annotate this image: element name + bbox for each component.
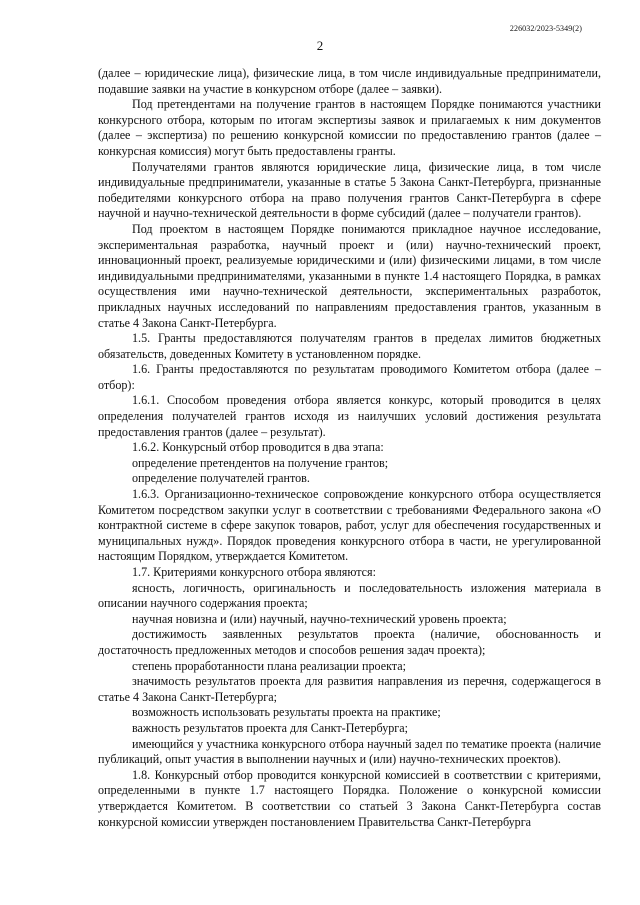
document-number: 226032/2023-5349(2)	[509, 24, 582, 33]
paragraph: имеющийся у участника конкурсного отбора научный задел по тематике проекта (наличие публикаций, опыт участия в выполнении научных и (или) научно-технических проектов).	[98, 736, 601, 767]
paragraph: ясность, логичность, оригинальность и последовательность изложения материала в описании научного содержания проекта;	[98, 580, 601, 611]
page-number: 2	[316, 38, 324, 53]
paragraph: важность результатов проекта для Санкт-Петербурга;	[132, 720, 408, 735]
paragraph: степень проработанности плана реализации проекта;	[132, 658, 406, 673]
paragraph: Под претендентами на получение грантов в настоящем Порядке понимаются участники конкурсного отбора, которым по итогам экспертизы заявок и прилагаемых к ним документов (далее – экспертиза) по решению конкурсной комиссии по предоставлению грантов (далее – конкурсная комиссия) могут быть предоставлены гранты.	[98, 97, 601, 158]
paragraph: 1.6. Гранты предоставляются по результатам проводимого Комитетом отбора (далее – отбор):	[98, 362, 601, 392]
paragraph: Под проектом в настоящем Порядке понимаются прикладное научное исследование, экспериментальная разработка, научный проект и (или) научно-технический проект, инновационный проект, реализуемые юридическими и (или) физическими лицами, в том числе индивидуальными предпринимателями, указанными в пункте 1.4 настоящего Порядка, в рамках осуществления ими научно-технической деятельности, экспериментальных разработок, прикладных научных исследований по направлениям предоставления грантов, указанным в статье 4 Закона Санкт-Петербурга.	[98, 221, 601, 330]
paragraph: научная новизна и (или) научный, научно-технический уровень проекта;	[132, 611, 507, 626]
paragraph: 1.8. Конкурсный отбор проводится конкурсной комиссией в соответствии с критериями, определенными в пункте 1.7 настоящего Порядка. Положение о конкурсной комиссии утверждается Комитетом. В соответствии со статьей 3 Закона Санкт-Петербурга состав конкурсной комиссии утвержден постановлением Правительства Санкт-Петербурга	[98, 767, 601, 829]
paragraph: значимость результатов проекта для развития направления из перечня, содержащегося в статье 4 Закона Санкт-Петербурга;	[98, 674, 601, 704]
paragraph: (далее – юридические лица), физические лица, в том числе индивидуальные предприниматели, подавшие заявки на участие в конкурсном отборе (далее – заявки).	[98, 66, 601, 96]
paragraph: достижимость заявленных результатов проекта (наличие, обоснованность и достаточность предложенных методов и способов решения задач проекта);	[98, 627, 601, 657]
document-body	[98, 66, 601, 830]
paragraph: 1.6.3. Организационно-техническое сопровождение конкурсного отбора осуществляется Комитетом посредством закупки услуг в соответствии с требованиями Федерального закона «О контрактной системе в сфере закупок товаров, работ, услуг для обеспечения государственных и муниципальных нужд». Порядок проведения конкурсного отбора в части, не урегулированной настоящим Порядком, утверждается Комитетом.	[98, 487, 601, 564]
paragraph: Получателями грантов являются юридические лица, физические лица, в том числе индивидуальные предприниматели, указанные в статье 5 Закона Санкт-Петербурга, признанные победителями конкурсного отбора на право получения грантов Санкт-Петербурга в сфере научной и научно-технической деятельности в форме субсидий (далее – получатели грантов).	[98, 159, 601, 221]
paragraph: возможность использовать результаты проекта на практике;	[132, 705, 441, 720]
paragraph: 1.6.1. Способом проведения отбора является конкурс, который проводится в целях определения получателей грантов исходя из наилучших условий достижения результата предоставления грантов (далее – результат).	[98, 393, 601, 439]
paragraph: 1.6.2. Конкурсный отбор проводится в два этапа:	[132, 440, 384, 455]
paragraph: определение претендентов на получение грантов;	[132, 455, 389, 470]
paragraph: 1.5. Гранты предоставляются получателям грантов в пределах лимитов бюджетных обязательств, доведенных Комитету в установленном порядке.	[98, 331, 601, 361]
paragraph: 1.7. Критериями конкурсного отбора являются:	[132, 565, 376, 579]
paragraph: определение получателей грантов.	[132, 471, 310, 486]
